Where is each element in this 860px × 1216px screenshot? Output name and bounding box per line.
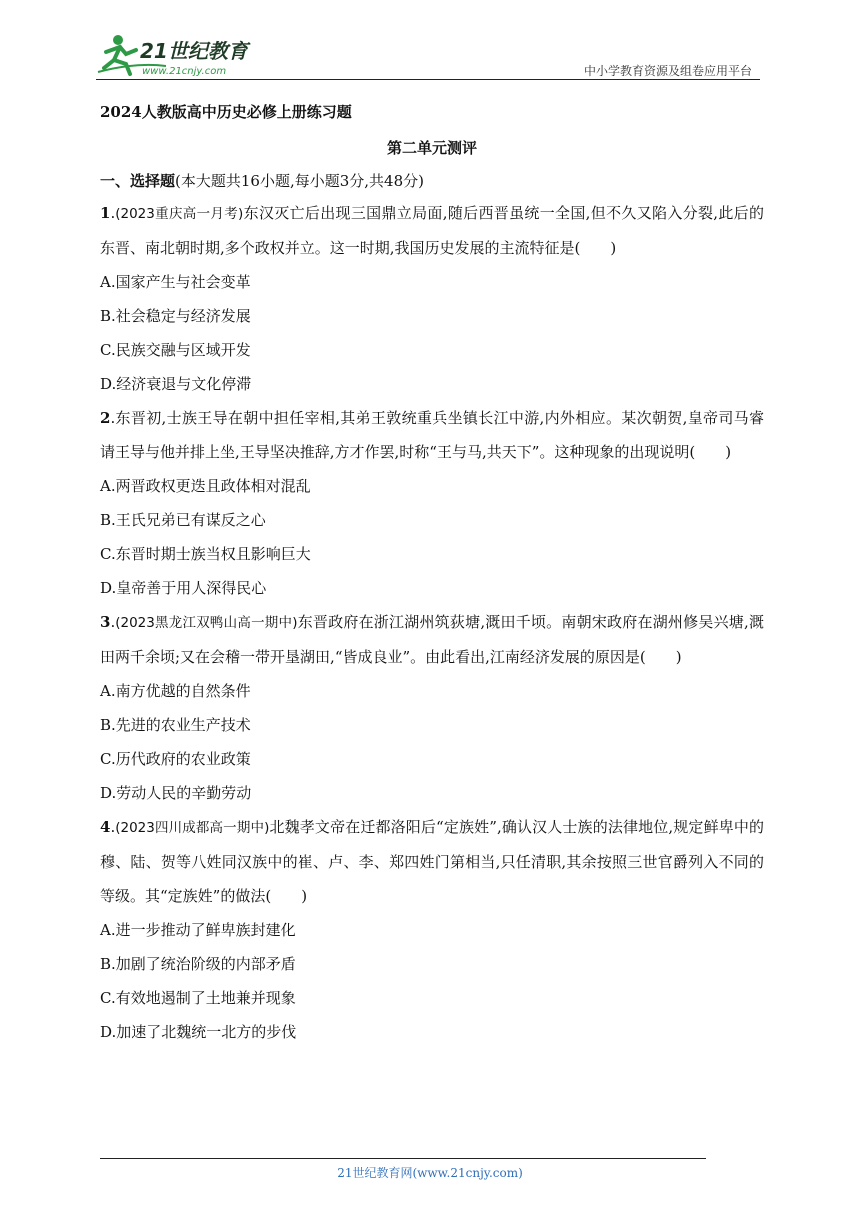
footer-link[interactable]: 21世纪教育网(www.21cnjy.com) bbox=[337, 1166, 523, 1180]
question-text: 东晋政府在浙江湖州筑荻塘,溉田千顷。南朝宋政府在湖州修吴兴塘,溉田两千余顷;又在会稽一带开垦湖田,“皆成良业”。由此看出,江南经济发展的原因是( ) bbox=[100, 613, 764, 666]
option-a: A.进一步推动了鲜卑族封建化 bbox=[100, 921, 296, 939]
option-d: D.皇帝善于用人深得民心 bbox=[100, 579, 267, 597]
question-stem: 2.东晋初,士族王导在朝中担任宰相,其弟王敦统重兵坐镇长江中游,内外相应。某次朝贺,皇帝司马睿请王导与他并排上坐,王导坚决推辞,方才作罢,时称“王与马,共天下”。这种现象的出现说明( ) bbox=[100, 409, 764, 461]
option-b: B.先进的农业生产技术 bbox=[100, 716, 251, 734]
question-item bbox=[100, 196, 764, 401]
page-header bbox=[96, 32, 760, 80]
option-d: D.加速了北魏统一北方的步伐 bbox=[100, 1023, 297, 1041]
question-number: 3 bbox=[100, 613, 111, 631]
question-item bbox=[100, 401, 764, 605]
question-text: 东晋初,士族王导在朝中担任宰相,其弟王敦统重兵坐镇长江中游,内外相应。某次朝贺,皇帝司马睿请王导与他并排上坐,王导坚决推辞,方才作罢,时称“王与马,共天下”。这种现象的出现说明( ) bbox=[100, 409, 764, 461]
option-b: B.加剧了统治阶级的内部矛盾 bbox=[100, 955, 296, 973]
question-text: 东汉灭亡后出现三国鼎立局面,随后西晋虽统一全国,但不久又陷入分裂,此后的东晋、南北朝时期,多个政权并立。这一时期,我国历史发展的主流特征是( ) bbox=[100, 204, 765, 257]
logo bbox=[96, 32, 266, 78]
question-number: 4 bbox=[100, 818, 111, 836]
question-item bbox=[100, 810, 764, 1049]
option-b: B.王氏兄弟已有谋反之心 bbox=[100, 511, 266, 529]
document-title: 2024人教版高中历史必修上册练习题 bbox=[100, 103, 352, 121]
option-a: A.两晋政权更迭且政体相对混乱 bbox=[100, 477, 311, 495]
question-item bbox=[100, 605, 764, 810]
logo-text: 21世纪教育 bbox=[140, 39, 248, 63]
question-source: (2023四川成都高一期中) bbox=[115, 820, 270, 836]
option-c: C.历代政府的农业政策 bbox=[100, 750, 251, 768]
section-label: 一、选择题 bbox=[100, 172, 176, 190]
header-divider bbox=[96, 79, 760, 80]
question-number: 1 bbox=[100, 204, 111, 222]
question-source: (2023黑龙江双鸭山高一期中) bbox=[115, 615, 298, 631]
header-tagline: 中小学教育资源及组卷应用平台 bbox=[583, 64, 752, 78]
question-number: 2 bbox=[100, 409, 111, 427]
footer-divider bbox=[100, 1158, 706, 1159]
option-c: C.民族交融与区域开发 bbox=[100, 341, 251, 359]
option-d: D.劳动人民的辛勤劳动 bbox=[100, 784, 252, 802]
document-body bbox=[100, 100, 764, 1049]
question-stem: 1.(2023重庆高一月考)东汉灭亡后出现三国鼎立局面,随后西晋虽统一全国,但不久又陷入分裂,此后的东晋、南北朝时期,多个政权并立。这一时期,我国历史发展的主流特征是( ) bbox=[100, 204, 765, 257]
question-stem: 3.(2023黑龙江双鸭山高一期中)东晋政府在浙江湖州筑荻塘,溉田千顷。南朝宋政府在湖州修吴兴塘,溉田两千余顷;又在会稽一带开垦湖田,“皆成良业”。由此看出,江南经济发展的原因是( ) bbox=[100, 613, 764, 666]
option-a: A.南方优越的自然条件 bbox=[100, 682, 251, 700]
logo-url: www.21cnjy.com bbox=[142, 66, 227, 77]
unit-title: 第二单元测评 bbox=[386, 139, 477, 157]
section-heading bbox=[100, 166, 764, 196]
section-note: (本大题共16小题,每小题3分,共48分) bbox=[175, 172, 424, 190]
question-text: 北魏孝文帝在迁都洛阳后“定族姓”,确认汉人士族的法律地位,规定鲜卑中的穆、陆、贺等八姓同汉族中的崔、卢、李、郑四姓门第相当,只任清职,其余按照三世官爵列入不同的等级。其“定族姓”的做法( ) bbox=[100, 818, 764, 905]
option-c: C.有效地遏制了土地兼并现象 bbox=[100, 989, 296, 1007]
option-d: D.经济衰退与文化停滞 bbox=[100, 375, 252, 393]
question-source: (2023重庆高一月考) bbox=[115, 206, 244, 222]
option-a: A.国家产生与社会变革 bbox=[100, 273, 251, 291]
question-stem: 4.(2023四川成都高一期中)北魏孝文帝在迁都洛阳后“定族姓”,确认汉人士族的法律地位,规定鲜卑中的穆、陆、贺等八姓同汉族中的崔、卢、李、郑四姓门第相当,只任清职,其余按照三世官爵列入不同的等级。其“定族姓”的做法( ) bbox=[100, 818, 764, 905]
option-c: C.东晋时期士族当权且影响巨大 bbox=[100, 545, 311, 563]
option-b: B.社会稳定与经济发展 bbox=[100, 307, 251, 325]
